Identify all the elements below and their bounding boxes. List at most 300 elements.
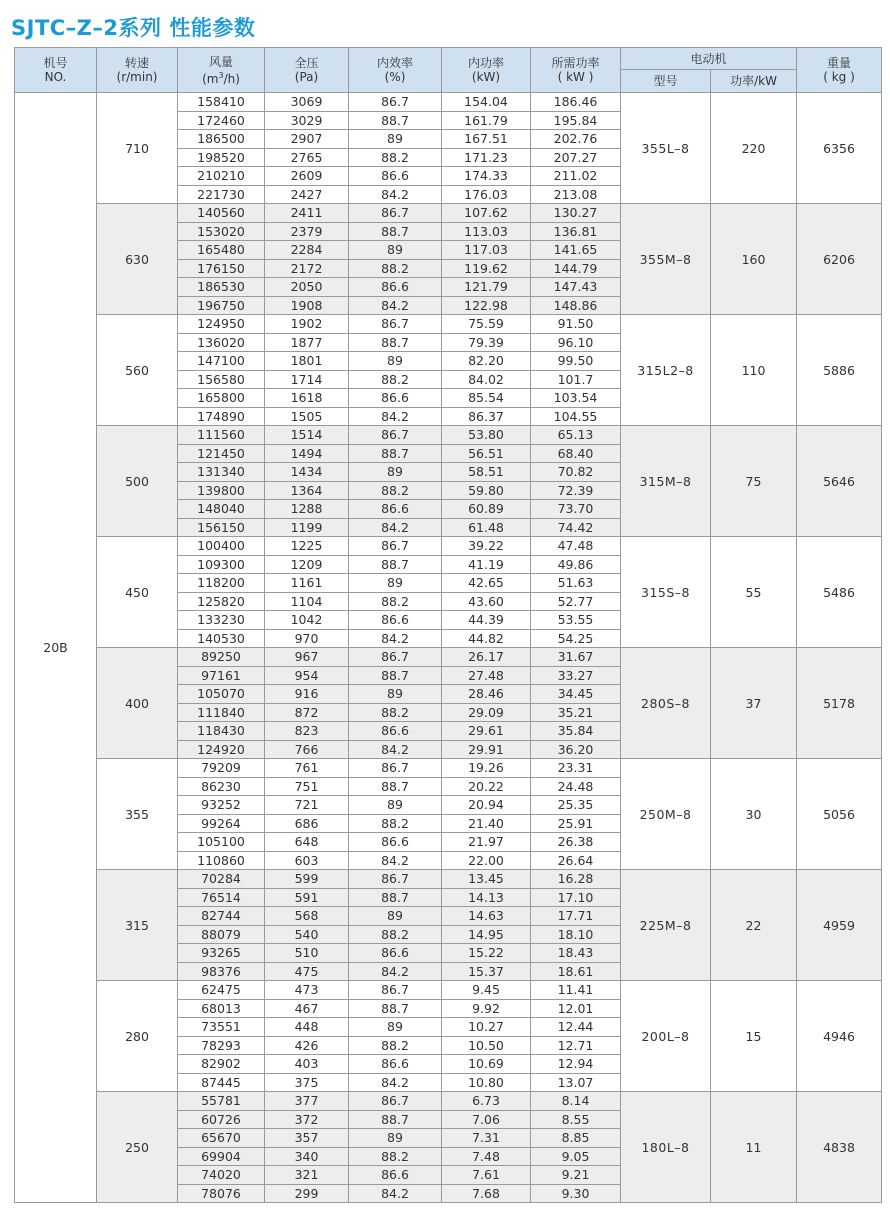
table-row bbox=[15, 537, 882, 556]
inner-power-cell: 10.80 bbox=[442, 1073, 531, 1092]
required-power-cell: 51.63 bbox=[531, 574, 621, 593]
motor-model-cell: 315S–8 bbox=[621, 537, 711, 648]
pressure-cell: 1288 bbox=[265, 500, 349, 519]
inner-power-cell: 86.37 bbox=[442, 407, 531, 426]
flow-cell: 147100 bbox=[178, 352, 265, 371]
pressure-cell: 2050 bbox=[265, 278, 349, 297]
pressure-cell: 475 bbox=[265, 962, 349, 981]
required-power-cell: 36.20 bbox=[531, 740, 621, 759]
required-power-cell: 53.55 bbox=[531, 611, 621, 630]
weight-cell: 4946 bbox=[797, 981, 882, 1092]
pressure-cell: 372 bbox=[265, 1110, 349, 1129]
efficiency-cell: 89 bbox=[349, 907, 442, 926]
efficiency-cell: 88.2 bbox=[349, 259, 442, 278]
table-row bbox=[15, 426, 882, 445]
required-power-cell: 213.08 bbox=[531, 185, 621, 204]
required-power-cell: 147.43 bbox=[531, 278, 621, 297]
required-power-cell: 35.84 bbox=[531, 722, 621, 741]
pressure-cell: 448 bbox=[265, 1018, 349, 1037]
inner-power-cell: 176.03 bbox=[442, 185, 531, 204]
pressure-cell: 2907 bbox=[265, 130, 349, 149]
inner-power-cell: 60.89 bbox=[442, 500, 531, 519]
required-power-cell: 25.91 bbox=[531, 814, 621, 833]
flow-cell: 97161 bbox=[178, 666, 265, 685]
efficiency-cell: 88.2 bbox=[349, 925, 442, 944]
efficiency-cell: 89 bbox=[349, 685, 442, 704]
inner-power-cell: 107.62 bbox=[442, 204, 531, 223]
efficiency-cell: 86.6 bbox=[349, 1055, 442, 1074]
flow-cell: 86230 bbox=[178, 777, 265, 796]
speed-cell: 315 bbox=[97, 870, 178, 981]
motor-power-cell: 15 bbox=[711, 981, 797, 1092]
inner-power-cell: 39.22 bbox=[442, 537, 531, 556]
flow-cell: 125820 bbox=[178, 592, 265, 611]
inner-power-cell: 121.79 bbox=[442, 278, 531, 297]
efficiency-cell: 88.7 bbox=[349, 666, 442, 685]
required-power-cell: 141.65 bbox=[531, 241, 621, 260]
inner-power-cell: 10.69 bbox=[442, 1055, 531, 1074]
pressure-cell: 967 bbox=[265, 648, 349, 667]
speed-cell: 250 bbox=[97, 1092, 178, 1203]
inner-power-cell: 61.48 bbox=[442, 518, 531, 537]
flow-cell: 121450 bbox=[178, 444, 265, 463]
required-power-cell: 73.70 bbox=[531, 500, 621, 519]
efficiency-cell: 84.2 bbox=[349, 518, 442, 537]
required-power-cell: 144.79 bbox=[531, 259, 621, 278]
efficiency-cell: 88.2 bbox=[349, 370, 442, 389]
required-power-cell: 11.41 bbox=[531, 981, 621, 1000]
inner-power-cell: 161.79 bbox=[442, 111, 531, 130]
header-required-power: 所需功率 ( kW ) bbox=[531, 48, 621, 93]
pressure-cell: 954 bbox=[265, 666, 349, 685]
required-power-cell: 35.21 bbox=[531, 703, 621, 722]
pressure-cell: 299 bbox=[265, 1184, 349, 1203]
header-speed: 转速 (r/min) bbox=[97, 48, 178, 93]
required-power-cell: 207.27 bbox=[531, 148, 621, 167]
required-power-cell: 17.71 bbox=[531, 907, 621, 926]
flow-cell: 105070 bbox=[178, 685, 265, 704]
required-power-cell: 202.76 bbox=[531, 130, 621, 149]
pressure-cell: 721 bbox=[265, 796, 349, 815]
flow-cell: 111560 bbox=[178, 426, 265, 445]
efficiency-cell: 86.6 bbox=[349, 833, 442, 852]
pressure-cell: 403 bbox=[265, 1055, 349, 1074]
inner-power-cell: 19.26 bbox=[442, 759, 531, 778]
inner-power-cell: 20.94 bbox=[442, 796, 531, 815]
efficiency-cell: 88.2 bbox=[349, 481, 442, 500]
required-power-cell: 33.27 bbox=[531, 666, 621, 685]
speed-cell: 355 bbox=[97, 759, 178, 870]
required-power-cell: 34.45 bbox=[531, 685, 621, 704]
required-power-cell: 104.55 bbox=[531, 407, 621, 426]
inner-power-cell: 26.17 bbox=[442, 648, 531, 667]
efficiency-cell: 86.7 bbox=[349, 537, 442, 556]
weight-cell: 4959 bbox=[797, 870, 882, 981]
inner-power-cell: 6.73 bbox=[442, 1092, 531, 1111]
required-power-cell: 17.10 bbox=[531, 888, 621, 907]
pressure-cell: 1434 bbox=[265, 463, 349, 482]
flow-cell: 210210 bbox=[178, 167, 265, 186]
efficiency-cell: 84.2 bbox=[349, 296, 442, 315]
pressure-cell: 686 bbox=[265, 814, 349, 833]
inner-power-cell: 171.23 bbox=[442, 148, 531, 167]
flow-cell: 93252 bbox=[178, 796, 265, 815]
flow-cell: 88079 bbox=[178, 925, 265, 944]
required-power-cell: 18.61 bbox=[531, 962, 621, 981]
efficiency-cell: 88.2 bbox=[349, 814, 442, 833]
inner-power-cell: 22.00 bbox=[442, 851, 531, 870]
flow-cell: 136020 bbox=[178, 333, 265, 352]
pressure-cell: 1364 bbox=[265, 481, 349, 500]
performance-table bbox=[14, 47, 882, 1203]
inner-power-cell: 56.51 bbox=[442, 444, 531, 463]
required-power-cell: 8.14 bbox=[531, 1092, 621, 1111]
inner-power-cell: 7.06 bbox=[442, 1110, 531, 1129]
motor-model-cell: 355L–8 bbox=[621, 93, 711, 204]
efficiency-cell: 84.2 bbox=[349, 1073, 442, 1092]
efficiency-cell: 86.6 bbox=[349, 500, 442, 519]
inner-power-cell: 29.91 bbox=[442, 740, 531, 759]
motor-model-cell: 280S–8 bbox=[621, 648, 711, 759]
flow-cell: 60726 bbox=[178, 1110, 265, 1129]
table-row bbox=[15, 648, 882, 667]
inner-power-cell: 59.80 bbox=[442, 481, 531, 500]
required-power-cell: 18.10 bbox=[531, 925, 621, 944]
efficiency-cell: 86.7 bbox=[349, 648, 442, 667]
pressure-cell: 761 bbox=[265, 759, 349, 778]
pressure-cell: 823 bbox=[265, 722, 349, 741]
motor-model-cell: 180L–8 bbox=[621, 1092, 711, 1203]
table-row bbox=[15, 204, 882, 223]
pressure-cell: 751 bbox=[265, 777, 349, 796]
inner-power-cell: 85.54 bbox=[442, 389, 531, 408]
flow-cell: 100400 bbox=[178, 537, 265, 556]
speed-cell: 500 bbox=[97, 426, 178, 537]
flow-cell: 186530 bbox=[178, 278, 265, 297]
pressure-cell: 321 bbox=[265, 1166, 349, 1185]
flow-cell: 82744 bbox=[178, 907, 265, 926]
pressure-cell: 1505 bbox=[265, 407, 349, 426]
pressure-cell: 1494 bbox=[265, 444, 349, 463]
motor-model-cell: 200L–8 bbox=[621, 981, 711, 1092]
flow-cell: 153020 bbox=[178, 222, 265, 241]
motor-power-cell: 110 bbox=[711, 315, 797, 426]
required-power-cell: 12.01 bbox=[531, 999, 621, 1018]
flow-cell: 74020 bbox=[178, 1166, 265, 1185]
flow-cell: 118200 bbox=[178, 574, 265, 593]
efficiency-cell: 84.2 bbox=[349, 185, 442, 204]
pressure-cell: 648 bbox=[265, 833, 349, 852]
efficiency-cell: 84.2 bbox=[349, 1184, 442, 1203]
flow-cell: 133230 bbox=[178, 611, 265, 630]
motor-power-cell: 160 bbox=[711, 204, 797, 315]
efficiency-cell: 89 bbox=[349, 463, 442, 482]
efficiency-cell: 88.7 bbox=[349, 999, 442, 1018]
inner-power-cell: 41.19 bbox=[442, 555, 531, 574]
flow-cell: 98376 bbox=[178, 962, 265, 981]
pressure-cell: 1161 bbox=[265, 574, 349, 593]
pressure-cell: 467 bbox=[265, 999, 349, 1018]
weight-cell: 5646 bbox=[797, 426, 882, 537]
motor-model-cell: 315M–8 bbox=[621, 426, 711, 537]
flow-cell: 139800 bbox=[178, 481, 265, 500]
efficiency-cell: 89 bbox=[349, 1129, 442, 1148]
table-row bbox=[15, 315, 882, 334]
pressure-cell: 1801 bbox=[265, 352, 349, 371]
efficiency-cell: 89 bbox=[349, 352, 442, 371]
inner-power-cell: 43.60 bbox=[442, 592, 531, 611]
efficiency-cell: 88.7 bbox=[349, 222, 442, 241]
required-power-cell: 54.25 bbox=[531, 629, 621, 648]
efficiency-cell: 86.6 bbox=[349, 278, 442, 297]
efficiency-cell: 84.2 bbox=[349, 962, 442, 981]
efficiency-cell: 88.7 bbox=[349, 444, 442, 463]
efficiency-cell: 86.6 bbox=[349, 389, 442, 408]
required-power-cell: 70.82 bbox=[531, 463, 621, 482]
pressure-cell: 2379 bbox=[265, 222, 349, 241]
required-power-cell: 18.43 bbox=[531, 944, 621, 963]
inner-power-cell: 7.31 bbox=[442, 1129, 531, 1148]
header-motor-power: 功率/kW bbox=[711, 70, 797, 93]
speed-cell: 280 bbox=[97, 981, 178, 1092]
flow-cell: 158410 bbox=[178, 93, 265, 112]
required-power-cell: 211.02 bbox=[531, 167, 621, 186]
flow-cell: 140560 bbox=[178, 204, 265, 223]
fan-number-cell: 20B bbox=[15, 93, 97, 1203]
efficiency-cell: 86.7 bbox=[349, 1092, 442, 1111]
required-power-cell: 47.48 bbox=[531, 537, 621, 556]
flow-cell: 221730 bbox=[178, 185, 265, 204]
inner-power-cell: 29.61 bbox=[442, 722, 531, 741]
speed-cell: 710 bbox=[97, 93, 178, 204]
flow-cell: 196750 bbox=[178, 296, 265, 315]
pressure-cell: 426 bbox=[265, 1036, 349, 1055]
required-power-cell: 148.86 bbox=[531, 296, 621, 315]
inner-power-cell: 14.13 bbox=[442, 888, 531, 907]
flow-cell: 198520 bbox=[178, 148, 265, 167]
motor-power-cell: 75 bbox=[711, 426, 797, 537]
flow-cell: 156580 bbox=[178, 370, 265, 389]
inner-power-cell: 15.22 bbox=[442, 944, 531, 963]
required-power-cell: 23.31 bbox=[531, 759, 621, 778]
required-power-cell: 186.46 bbox=[531, 93, 621, 112]
required-power-cell: 8.55 bbox=[531, 1110, 621, 1129]
pressure-cell: 1877 bbox=[265, 333, 349, 352]
efficiency-cell: 89 bbox=[349, 574, 442, 593]
motor-power-cell: 11 bbox=[711, 1092, 797, 1203]
pressure-cell: 2284 bbox=[265, 241, 349, 260]
efficiency-cell: 88.7 bbox=[349, 111, 442, 130]
flow-cell: 148040 bbox=[178, 500, 265, 519]
flow-cell: 68013 bbox=[178, 999, 265, 1018]
inner-power-cell: 27.48 bbox=[442, 666, 531, 685]
flow-cell: 70284 bbox=[178, 870, 265, 889]
flow-cell: 186500 bbox=[178, 130, 265, 149]
inner-power-cell: 122.98 bbox=[442, 296, 531, 315]
efficiency-cell: 86.7 bbox=[349, 426, 442, 445]
pressure-cell: 766 bbox=[265, 740, 349, 759]
efficiency-cell: 86.7 bbox=[349, 870, 442, 889]
inner-power-cell: 7.48 bbox=[442, 1147, 531, 1166]
pressure-cell: 599 bbox=[265, 870, 349, 889]
pressure-cell: 568 bbox=[265, 907, 349, 926]
inner-power-cell: 44.39 bbox=[442, 611, 531, 630]
efficiency-cell: 86.6 bbox=[349, 722, 442, 741]
flow-cell: 78293 bbox=[178, 1036, 265, 1055]
inner-power-cell: 58.51 bbox=[442, 463, 531, 482]
header-inner-power: 内功率 (kW) bbox=[442, 48, 531, 93]
header-motor-type: 型号 bbox=[621, 70, 711, 93]
inner-power-cell: 29.09 bbox=[442, 703, 531, 722]
pressure-cell: 375 bbox=[265, 1073, 349, 1092]
flow-cell: 124920 bbox=[178, 740, 265, 759]
header-weight: 重量 ( kg ) bbox=[797, 48, 882, 93]
header-motor: 电动机 bbox=[621, 48, 797, 70]
efficiency-cell: 84.2 bbox=[349, 407, 442, 426]
inner-power-cell: 174.33 bbox=[442, 167, 531, 186]
efficiency-cell: 88.7 bbox=[349, 777, 442, 796]
flow-cell: 131340 bbox=[178, 463, 265, 482]
table-body bbox=[15, 93, 882, 1203]
flow-cell: 69904 bbox=[178, 1147, 265, 1166]
efficiency-cell: 86.6 bbox=[349, 944, 442, 963]
inner-power-cell: 7.68 bbox=[442, 1184, 531, 1203]
inner-power-cell: 82.20 bbox=[442, 352, 531, 371]
required-power-cell: 12.71 bbox=[531, 1036, 621, 1055]
inner-power-cell: 13.45 bbox=[442, 870, 531, 889]
efficiency-cell: 88.2 bbox=[349, 592, 442, 611]
pressure-cell: 1199 bbox=[265, 518, 349, 537]
required-power-cell: 9.21 bbox=[531, 1166, 621, 1185]
efficiency-cell: 88.2 bbox=[349, 703, 442, 722]
table-row bbox=[15, 1092, 882, 1111]
efficiency-cell: 86.7 bbox=[349, 204, 442, 223]
inner-power-cell: 42.65 bbox=[442, 574, 531, 593]
required-power-cell: 99.50 bbox=[531, 352, 621, 371]
flow-cell: 55781 bbox=[178, 1092, 265, 1111]
inner-power-cell: 15.37 bbox=[442, 962, 531, 981]
pressure-cell: 540 bbox=[265, 925, 349, 944]
inner-power-cell: 14.63 bbox=[442, 907, 531, 926]
required-power-cell: 136.81 bbox=[531, 222, 621, 241]
flow-cell: 174890 bbox=[178, 407, 265, 426]
flow-cell: 78076 bbox=[178, 1184, 265, 1203]
pressure-cell: 510 bbox=[265, 944, 349, 963]
pressure-cell: 1908 bbox=[265, 296, 349, 315]
motor-power-cell: 22 bbox=[711, 870, 797, 981]
weight-cell: 5178 bbox=[797, 648, 882, 759]
pressure-cell: 1514 bbox=[265, 426, 349, 445]
weight-cell: 4838 bbox=[797, 1092, 882, 1203]
required-power-cell: 26.64 bbox=[531, 851, 621, 870]
flow-cell: 165800 bbox=[178, 389, 265, 408]
motor-model-cell: 355M–8 bbox=[621, 204, 711, 315]
inner-power-cell: 9.45 bbox=[442, 981, 531, 1000]
efficiency-cell: 86.6 bbox=[349, 611, 442, 630]
required-power-cell: 52.77 bbox=[531, 592, 621, 611]
flow-cell: 73551 bbox=[178, 1018, 265, 1037]
flow-cell: 165480 bbox=[178, 241, 265, 260]
flow-cell: 99264 bbox=[178, 814, 265, 833]
required-power-cell: 25.35 bbox=[531, 796, 621, 815]
flow-cell: 176150 bbox=[178, 259, 265, 278]
pressure-cell: 1209 bbox=[265, 555, 349, 574]
pressure-cell: 1042 bbox=[265, 611, 349, 630]
flow-cell: 82902 bbox=[178, 1055, 265, 1074]
efficiency-cell: 89 bbox=[349, 241, 442, 260]
required-power-cell: 13.07 bbox=[531, 1073, 621, 1092]
efficiency-cell: 88.7 bbox=[349, 1110, 442, 1129]
flow-cell: 156150 bbox=[178, 518, 265, 537]
required-power-cell: 103.54 bbox=[531, 389, 621, 408]
flow-cell: 79209 bbox=[178, 759, 265, 778]
required-power-cell: 91.50 bbox=[531, 315, 621, 334]
inner-power-cell: 9.92 bbox=[442, 999, 531, 1018]
header-pressure: 全压 (Pa) bbox=[265, 48, 349, 93]
efficiency-cell: 88.7 bbox=[349, 888, 442, 907]
efficiency-cell: 86.6 bbox=[349, 167, 442, 186]
pressure-cell: 2609 bbox=[265, 167, 349, 186]
required-power-cell: 68.40 bbox=[531, 444, 621, 463]
pressure-cell: 3069 bbox=[265, 93, 349, 112]
flow-cell: 111840 bbox=[178, 703, 265, 722]
inner-power-cell: 84.02 bbox=[442, 370, 531, 389]
flow-cell: 172460 bbox=[178, 111, 265, 130]
weight-cell: 5056 bbox=[797, 759, 882, 870]
inner-power-cell: 20.22 bbox=[442, 777, 531, 796]
table-row bbox=[15, 93, 882, 112]
motor-model-cell: 225M–8 bbox=[621, 870, 711, 981]
efficiency-cell: 88.2 bbox=[349, 1036, 442, 1055]
efficiency-cell: 84.2 bbox=[349, 740, 442, 759]
required-power-cell: 9.05 bbox=[531, 1147, 621, 1166]
pressure-cell: 340 bbox=[265, 1147, 349, 1166]
flow-cell: 89250 bbox=[178, 648, 265, 667]
inner-power-cell: 10.50 bbox=[442, 1036, 531, 1055]
pressure-cell: 1225 bbox=[265, 537, 349, 556]
page-title: SJTC–Z–2系列 性能参数 bbox=[11, 16, 256, 40]
weight-cell: 6206 bbox=[797, 204, 882, 315]
inner-power-cell: 119.62 bbox=[442, 259, 531, 278]
speed-cell: 560 bbox=[97, 315, 178, 426]
inner-power-cell: 53.80 bbox=[442, 426, 531, 445]
pressure-cell: 1902 bbox=[265, 315, 349, 334]
table-row bbox=[15, 759, 882, 778]
efficiency-cell: 88.7 bbox=[349, 333, 442, 352]
efficiency-cell: 86.6 bbox=[349, 1166, 442, 1185]
motor-power-cell: 30 bbox=[711, 759, 797, 870]
flow-cell: 124950 bbox=[178, 315, 265, 334]
efficiency-cell: 86.7 bbox=[349, 93, 442, 112]
flow-cell: 65670 bbox=[178, 1129, 265, 1148]
efficiency-cell: 88.7 bbox=[349, 555, 442, 574]
pressure-cell: 603 bbox=[265, 851, 349, 870]
efficiency-cell: 86.7 bbox=[349, 981, 442, 1000]
flow-cell: 93265 bbox=[178, 944, 265, 963]
efficiency-cell: 88.2 bbox=[349, 148, 442, 167]
pressure-cell: 1104 bbox=[265, 592, 349, 611]
required-power-cell: 24.48 bbox=[531, 777, 621, 796]
efficiency-cell: 89 bbox=[349, 1018, 442, 1037]
pressure-cell: 2427 bbox=[265, 185, 349, 204]
inner-power-cell: 167.51 bbox=[442, 130, 531, 149]
pressure-cell: 2765 bbox=[265, 148, 349, 167]
pressure-cell: 1714 bbox=[265, 370, 349, 389]
inner-power-cell: 154.04 bbox=[442, 93, 531, 112]
required-power-cell: 65.13 bbox=[531, 426, 621, 445]
efficiency-cell: 84.2 bbox=[349, 851, 442, 870]
required-power-cell: 96.10 bbox=[531, 333, 621, 352]
